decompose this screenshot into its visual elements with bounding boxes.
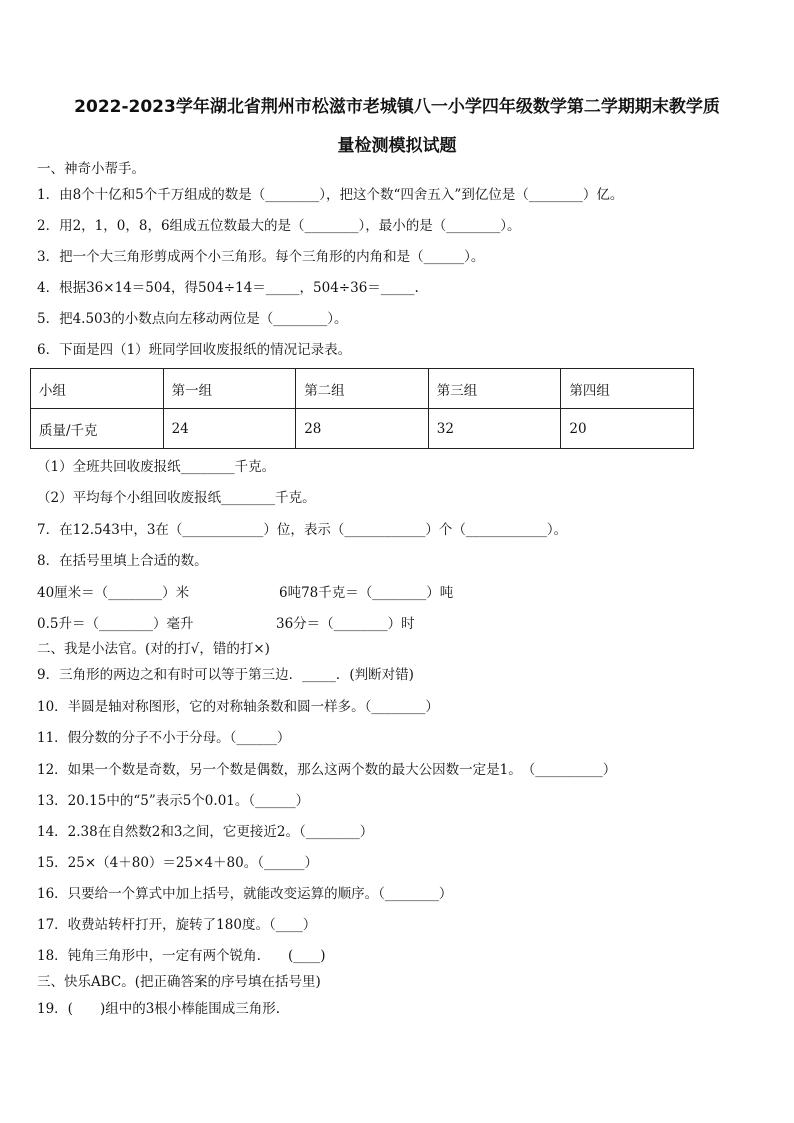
question-17: 17．收费站转杆打开，旋转了180度。（____）: [37, 917, 317, 933]
table-header-row: [31, 369, 694, 409]
table-cell: 20: [561, 409, 694, 449]
table-cell: 小组: [31, 369, 164, 409]
question-6-part-1: （1）全班共回收废报纸________千克。: [37, 459, 276, 475]
question-16: 16．只要给一个算式中加上括号，就能改变运算的顺序。（________）: [37, 886, 453, 902]
question-2: 2．用2，1，0，8，6组成五位数最大的是（________），最小的是（________）。: [37, 218, 521, 234]
question-6-part-2: （2）平均每个小组回收废报纸________千克。: [37, 490, 316, 506]
question-4: 4．根据36×14＝504，得504÷14＝_____，504÷36＝_____.: [37, 280, 419, 296]
question-8-a: 40厘米＝（________）米: [37, 585, 190, 601]
section-heading-1: 一、神奇小帮手。: [37, 161, 145, 177]
question-19: 19．( )组中的3根小棒能围成三角形.: [37, 1001, 281, 1017]
question-10: 10．半圆是轴对称图形，它的对称轴条数和圆一样多。（________）: [37, 699, 439, 715]
question-11: 11．假分数的分子不小于分母。（______）: [37, 730, 291, 746]
question-3: 3．把一个大三角形剪成两个小三角形。每个三角形的内角和是（______）。: [37, 249, 485, 265]
question-8-c: 0.5升＝（________）毫升: [37, 616, 194, 632]
question-15: 15．25×（4＋80）＝25×4＋80。（______）: [37, 855, 318, 871]
question-8: 8．在括号里填上合适的数。: [37, 553, 208, 569]
page-title-line2: 量检测模拟试题: [337, 136, 457, 156]
table-row: [31, 409, 694, 449]
question-14: 14．2.38在自然数2和3之间，它更接近2。（________）: [37, 824, 374, 840]
table-cell: 第一组: [163, 369, 296, 409]
question-1: 1．由8个十亿和5个千万组成的数是（________），把这个数“四舍五入”到亿位是（________）亿。: [37, 187, 624, 203]
question-7: 7．在12.543中，3在（____________）位，表示（____________）个（____________）。: [37, 522, 568, 538]
question-12: 12．如果一个数是奇数，另一个数是偶数，那么这两个数的最大公因数一定是1。 （__________）: [37, 762, 617, 778]
question-8-b: 6吨78千克＝（________）吨: [279, 585, 454, 601]
table-cell: 28: [296, 409, 429, 449]
question-8-d: 36分＝（________）时: [276, 616, 415, 632]
table-cell: 第三组: [428, 369, 561, 409]
question-9: 9．三角形的两边之和有时可以等于第三边．_____．(判断对错): [37, 667, 414, 683]
section-heading-2: 二、我是小法官。(对的打√，错的打×): [37, 641, 270, 657]
table-cell: 24: [163, 409, 296, 449]
table-cell: 第四组: [561, 369, 694, 409]
table-cell: 32: [428, 409, 561, 449]
table-cell: 质量/千克: [31, 409, 164, 449]
question-5: 5．把4.503的小数点向左移动两位是（________）。: [37, 311, 348, 327]
question-18: 18．钝角三角形中，一定有两个锐角. (____): [37, 948, 326, 964]
table-cell: 第二组: [296, 369, 429, 409]
question-13: 13．20.15中的“5”表示5个0.01。（______）: [37, 793, 310, 809]
recycling-record-table: [30, 368, 694, 449]
section-heading-3: 三、快乐ABC。(把正确答案的序号填在括号里): [37, 974, 321, 990]
page-title-line1: 2022-2023学年湖北省荆州市松滋市老城镇八一小学四年级数学第二学期期末教学质: [74, 97, 720, 117]
question-6: 6．下面是四（1）班同学回收废报纸的情况记录表。: [37, 342, 352, 358]
